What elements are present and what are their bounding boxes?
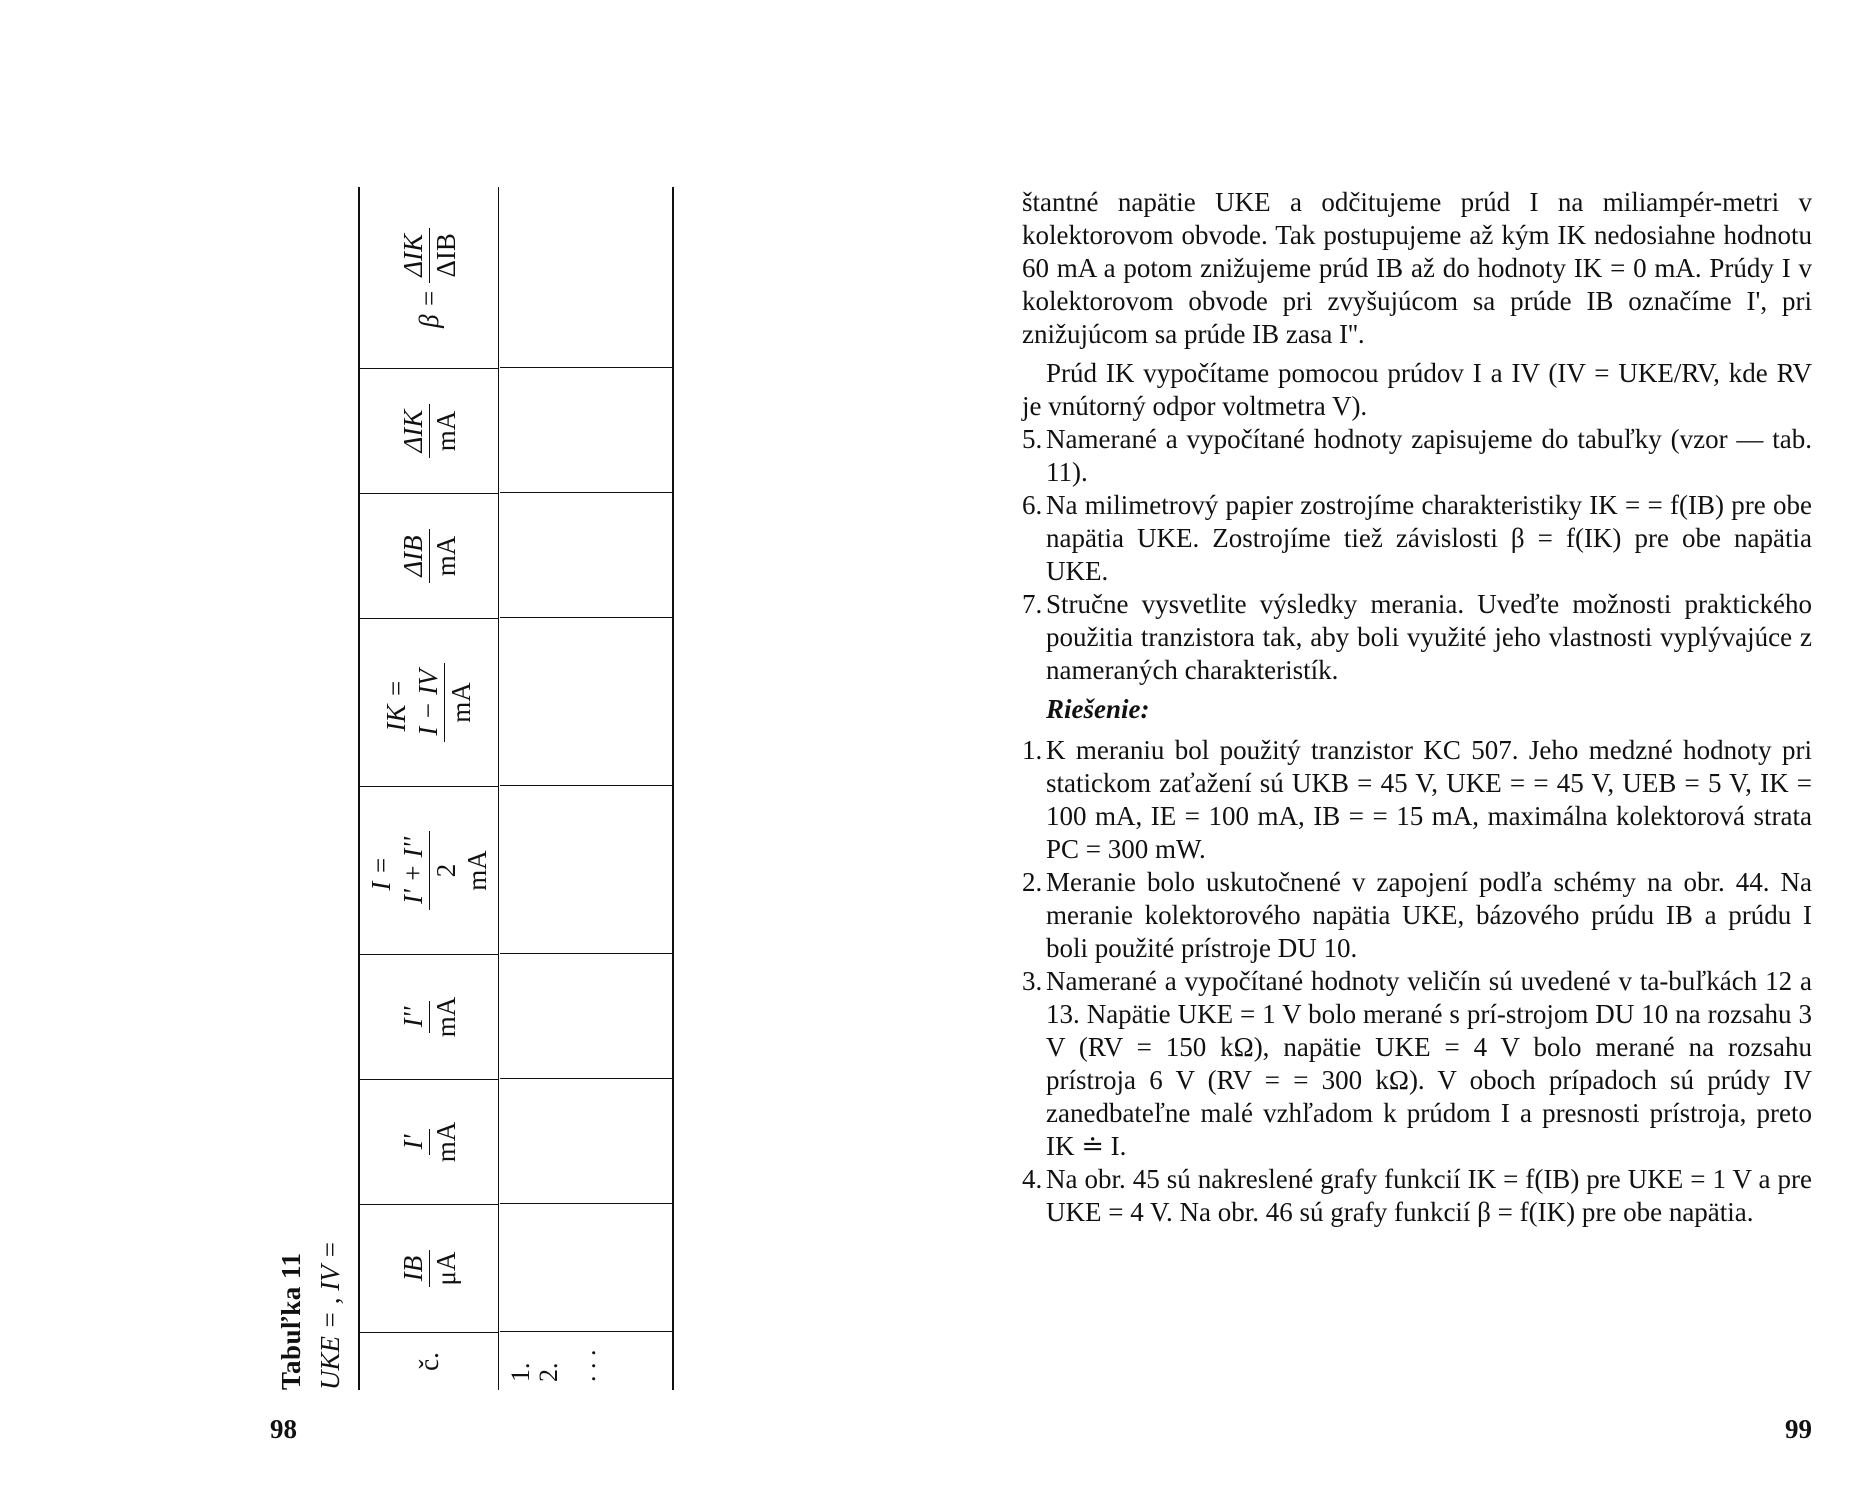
intro-paragraph: štantné napätie UKE a odčitujeme prúd I na miliampér-metri v kolektorovom obvode. Tak postupujeme až kým IK nedosiahne hodnotu 60 mA a potom znižujeme prúd IB až do hodnoty IK = 0 mA. Prúdy I v kolektorovom obvode pri zvyšujúcom sa prúde IB označíme I', pri znižujúcom sa prúde IB zasa I''.	[1022, 187, 1812, 349]
header-beta	[360, 187, 498, 368]
header-beta-den: ΔIB	[430, 233, 461, 278]
header-ib	[360, 1204, 498, 1332]
step-item	[1022, 423, 1812, 489]
header-delta-ib-num: ΔIB	[397, 529, 430, 582]
solution-item	[1022, 866, 1812, 965]
header-i-mean-unit: mA	[461, 850, 492, 891]
solution-number: 2.	[1022, 867, 1043, 897]
step-number: 6.	[1022, 490, 1043, 520]
solution-heading: Riešenie:	[1046, 694, 1150, 724]
header-beta-num: ΔIK	[397, 228, 430, 283]
body-divider	[500, 1331, 672, 1390]
table-grid	[358, 187, 674, 1390]
header-delta-ib-den: mA	[430, 535, 461, 577]
page-number-right: 99	[1785, 1414, 1812, 1444]
table-caption	[272, 1241, 350, 1390]
step-text: Stručne vysvetlite výsledky merania. Uveďte možnosti praktického použitia tranzistora tak, aby boli využité jeho vlastnosti vyplývajúce z nameraných charakteristík.	[1046, 589, 1812, 685]
table-title: Tabuľka 11	[276, 1252, 306, 1390]
body-divider	[500, 492, 672, 618]
header-delta-ib	[360, 493, 498, 618]
header-i-prime-num: I'	[397, 1129, 430, 1156]
step-text: Namerané a vypočítané hodnoty zapisujeme do tabuľky (vzor — tab. 11).	[1046, 424, 1812, 487]
header-cislo-label: č.	[413, 1352, 444, 1371]
header-ib-den: μA	[430, 1251, 461, 1286]
header-i-mean-den: 2	[430, 863, 461, 878]
step-item	[1022, 588, 1812, 687]
right-page-text	[1022, 186, 1812, 1229]
step-number: 7.	[1022, 589, 1043, 619]
solution-number: 3.	[1022, 966, 1043, 996]
table-conditions: UKE = , IV =	[315, 1240, 345, 1390]
header-beta-lead: β =	[413, 289, 444, 328]
header-delta-ik	[360, 368, 498, 493]
solution-text: Na obr. 45 sú nakreslené grafy funkcií IK = f(IB) pre UKE = 1 V a pre UKE = 4 V. Na obr. 46 sú grafy funkcií β = f(IK) pre obe napätia.	[1046, 1164, 1812, 1227]
header-ik-num: I − IV	[412, 663, 445, 741]
solution-item	[1022, 965, 1812, 1163]
body-divider	[500, 1203, 672, 1332]
header-i-dprime-num: I''	[397, 1001, 430, 1034]
solution-text: K meraniu bol použitý tranzistor KC 507. Jeho medzné hodnoty pri statickom zaťažení sú UKB = 45 V, UKE = = 45 V, UEB = 5 V, IK = 100 mA, IE = 100 mA, IB = = 15 mA, maximálna kolektorová strata PC = 300 mW.	[1046, 735, 1812, 864]
header-ik-lead: IK =	[381, 679, 411, 732]
header-cislo	[360, 1332, 498, 1390]
step-text: Na milimetrový papier zostrojíme charakteristiky IK = = f(IB) pre obe napätia UKE. Zostrojíme tiež závislosti β = f(IK) pre obe napätia UKE.	[1046, 490, 1812, 586]
table-11	[260, 185, 680, 1400]
solution-item	[1022, 734, 1812, 866]
row-label-1: 1.	[506, 1362, 535, 1382]
body-divider	[500, 1078, 672, 1204]
solution-number: 4.	[1022, 1164, 1043, 1194]
header-ik-den: mA	[446, 682, 476, 723]
header-i-prime	[360, 1079, 498, 1204]
header-i-dprime	[360, 954, 498, 1079]
solution-text: Namerané a vypočítané hodnoty veličín sú uvedené v ta-buľkách 12 a 13. Napätie UKE = 1 V bolo merané s prí-strojom DU 10 na rozsahu 3 V (RV = 150 kΩ), napätie UKE = 4 V bolo merané na rozsahu prístroja 6 V (RV = = 300 kΩ). V oboch prípadoch sú prúdy IV zanedbateľne malé vzhľadom k prúdom I a presnosti prístroja, preto IK ≐ I.	[1046, 966, 1812, 1161]
header-i-mean-lead: I =	[365, 856, 396, 891]
row-label-2: 2.	[534, 1362, 563, 1382]
step-item	[1022, 489, 1812, 588]
header-delta-ik-num: ΔIK	[397, 404, 430, 459]
header-delta-ik-den: mA	[430, 410, 461, 452]
row-label-more: . . .	[572, 1349, 601, 1382]
body-divider	[500, 785, 672, 954]
header-divider	[498, 187, 499, 1390]
solution-text: Meranie bolo uskutočnené v zapojení podľa schémy na obr. 44. Na meranie kolektorového napätia UKE, bázového prúdu IB a prúdu I boli použité prístroje DU 10.	[1046, 867, 1812, 963]
intro-paragraph-formula: Prúd IK vypočítame pomocou prúdov I a IV (IV = UKE/RV, kde RV je vnútorný odpor voltmetra V).	[1022, 358, 1812, 421]
body-divider	[500, 367, 672, 493]
header-ib-num: IB	[397, 1250, 430, 1287]
page-number-left: 98	[270, 1414, 297, 1444]
step-number: 5.	[1022, 424, 1043, 454]
header-i-mean-num: I' + I''	[397, 831, 430, 910]
header-i-mean	[360, 786, 498, 954]
solution-number: 1.	[1022, 735, 1043, 765]
header-ik	[360, 618, 498, 786]
body-divider	[500, 617, 672, 786]
body-divider	[500, 953, 672, 1079]
header-i-prime-den: mA	[430, 1121, 461, 1163]
header-i-dprime-den: mA	[430, 996, 461, 1038]
solution-item	[1022, 1163, 1812, 1229]
